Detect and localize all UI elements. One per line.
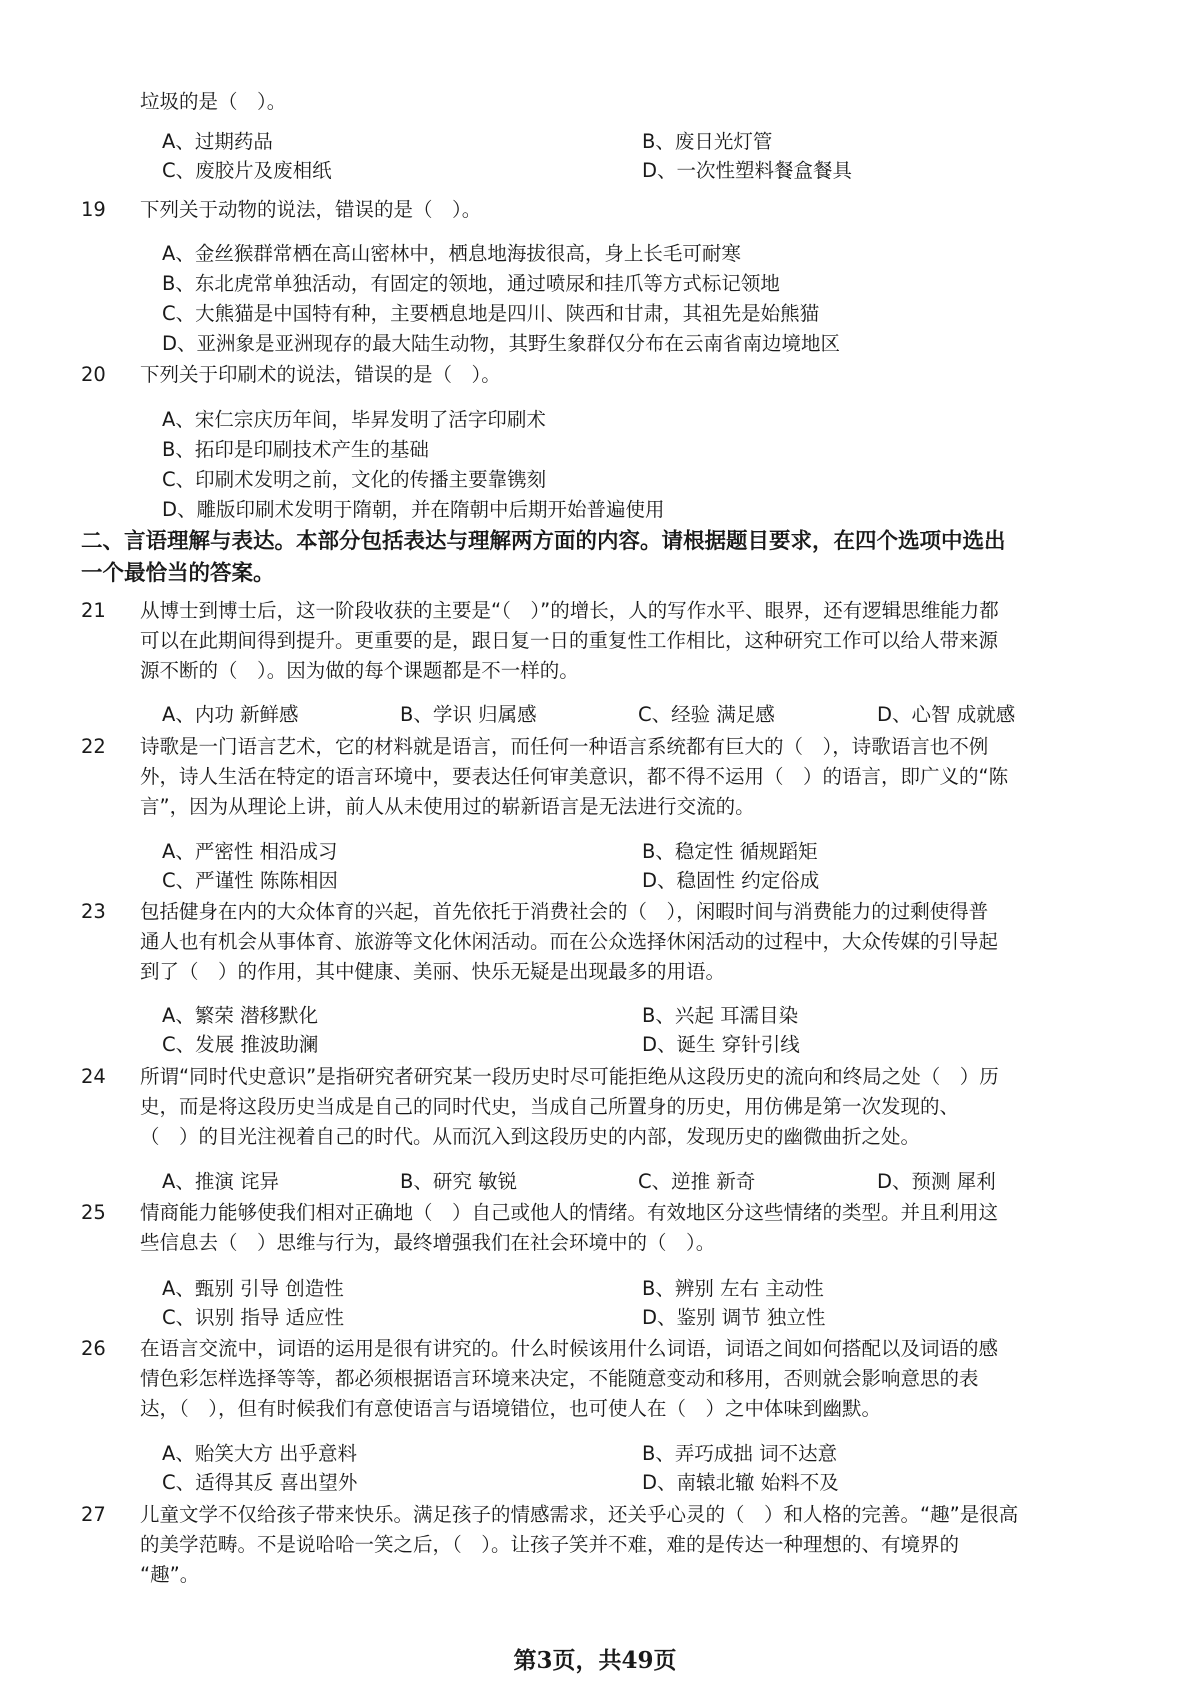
question-26-line-3: 达，（ ），但有时候我们有意使语言与语境错位，也可使人在（ ）之中体味到幽默。 bbox=[140, 1397, 882, 1420]
question-20-stem: 下列关于印刷术的说法，错误的是（ ）。 bbox=[140, 363, 501, 386]
question-23-option-c: C、发展 推波助澜 bbox=[162, 1033, 319, 1056]
question-23-line-2: 通人也有机会从事体育、旅游等文化休闲活动。而在公众选择休闲活动的过程中，大众传媒的引导起 bbox=[140, 930, 999, 953]
question-21-line-3: 源不断的（ ）。因为做的每个课题都是不一样的。 bbox=[140, 659, 579, 682]
question-21-number: 21 bbox=[81, 599, 106, 622]
question-22-option-a: A、严密性 相沿成习 bbox=[162, 840, 338, 863]
question-26-line-1: 在语言交流中，词语的运用是很有讲究的。什么时候该用什么词语，词语之间如何搭配以及词语的感 bbox=[140, 1337, 999, 1360]
question-20-option-b: B、拓印是印刷技术产生的基础 bbox=[162, 438, 429, 461]
question-22-number: 22 bbox=[81, 735, 106, 758]
question-26-option-b: B、弄巧成拙 词不达意 bbox=[642, 1442, 838, 1465]
question-19-option-b: B、东北虎常单独活动，有固定的领地，通过喷尿和挂爪等方式标记领地 bbox=[162, 272, 780, 295]
question-23-option-d: D、诞生 穿针引线 bbox=[642, 1033, 800, 1056]
question-19-option-c: C、大熊猫是中国特有种，主要栖息地是四川、陕西和甘肃，其祖先是始熊猫 bbox=[162, 302, 820, 325]
question-24-number: 24 bbox=[81, 1065, 106, 1088]
question-22-line-2: 外，诗人生活在特定的语言环境中，要表达任何审美意识，都不得不运用（ ）的语言，即广义的“陈 bbox=[140, 765, 1009, 788]
question-25-line-2: 些信息去（ ）思维与行为，最终增强我们在社会环境中的（ ）。 bbox=[140, 1231, 716, 1254]
question-22-line-3: 言”，因为从理论上讲，前人从未使用过的崭新语言是无法进行交流的。 bbox=[140, 795, 755, 818]
question-26-line-2: 情色彩怎样选择等等，都必须根据语言环境来决定，不能随意变动和移用，否则就会影响意思的表 bbox=[140, 1367, 979, 1390]
question-23-line-1: 包括健身在内的大众体育的兴起，首先依托于消费社会的（ ），闲暇时间与消费能力的过剩使得普 bbox=[140, 900, 989, 923]
question-25-line-1: 情商能力能够使我们相对正确地（ ）自己或他人的情绪。有效地区分这些情绪的类型。并且利用这 bbox=[140, 1201, 999, 1224]
question-18-option-c: C、废胶片及废相纸 bbox=[162, 159, 332, 182]
section-heading-line-2: 一个最恰当的答案。 bbox=[81, 561, 275, 586]
question-24-option-c: C、逆推 新奇 bbox=[638, 1170, 756, 1193]
question-20-option-c: C、印刷术发明之前，文化的传播主要靠镌刻 bbox=[162, 468, 547, 491]
question-22-option-c: C、严谨性 陈陈相因 bbox=[162, 869, 338, 892]
question-27-line-1: 儿童文学不仅给孩子带来快乐。满足孩子的情感需求，还关乎心灵的（ ）和人格的完善。“趣”是很高 bbox=[140, 1503, 1019, 1526]
question-18-stem-tail: 垃圾的是（ ）。 bbox=[140, 90, 287, 113]
question-23-option-a: A、繁荣 潜移默化 bbox=[162, 1004, 319, 1027]
question-24-option-d: D、预测 犀利 bbox=[877, 1170, 996, 1193]
question-23-option-b: B、兴起 耳濡目染 bbox=[642, 1004, 799, 1027]
question-27-line-2: 的美学范畴。不是说哈哈一笑之后，（ ）。让孩子笑并不难，难的是传达一种理想的、有境界的 bbox=[140, 1533, 960, 1556]
question-21-line-2: 可以在此期间得到提升。更重要的是，跟日复一日的重复性工作相比，这种研究工作可以给人带来源 bbox=[140, 629, 999, 652]
question-21-option-d: D、心智 成就感 bbox=[877, 703, 1016, 726]
question-22-option-d: D、稳固性 约定俗成 bbox=[642, 869, 820, 892]
question-24-line-3: （ ）的目光注视着自己的时代。从而沉入到这段历史的内部，发现历史的幽微曲折之处。 bbox=[140, 1125, 921, 1148]
question-22-option-b: B、稳定性 循规蹈矩 bbox=[642, 840, 818, 863]
question-21-option-a: A、内功 新鲜感 bbox=[162, 703, 299, 726]
question-19-option-a: A、金丝猴群常栖在高山密林中，栖息地海拔很高，身上长毛可耐寒 bbox=[162, 242, 741, 265]
question-21-option-b: B、学识 归属感 bbox=[400, 703, 537, 726]
question-25-option-a: A、甄别 引导 创造性 bbox=[162, 1277, 344, 1300]
page-number-footer: 第3页，共49页 bbox=[513, 1647, 677, 1674]
question-19-option-d: D、亚洲象是亚洲现存的最大陆生动物，其野生象群仅分布在云南省南边境地区 bbox=[162, 332, 841, 355]
section-heading-line-1: 二、言语理解与表达。本部分包括表达与理解两方面的内容。请根据题目要求，在四个选项中选出 bbox=[81, 529, 1006, 554]
question-23-line-3: 到了（ ）的作用，其中健康、美丽、快乐无疑是出现最多的用语。 bbox=[140, 960, 726, 983]
question-24-option-b: B、研究 敏锐 bbox=[400, 1170, 518, 1193]
question-23-number: 23 bbox=[81, 900, 106, 923]
question-24-option-a: A、推演 诧异 bbox=[162, 1170, 280, 1193]
question-18-option-a: A、过期药品 bbox=[162, 130, 273, 153]
question-18-option-b: B、废日光灯管 bbox=[642, 130, 773, 153]
question-24-line-1: 所谓“同时代史意识”是指研究者研究某一段历史时尽可能拒绝从这段历史的流向和终局之处（ ）历 bbox=[140, 1065, 999, 1088]
question-26-option-a: A、贻笑大方 出乎意料 bbox=[162, 1442, 358, 1465]
question-22-line-1: 诗歌是一门语言艺术，它的材料就是语言，而任何一种语言系统都有巨大的（ ），诗歌语言也不例 bbox=[140, 735, 989, 758]
question-21-option-c: C、经验 满足感 bbox=[638, 703, 775, 726]
question-27-line-3: “趣”。 bbox=[140, 1563, 200, 1586]
question-27-number: 27 bbox=[81, 1503, 106, 1526]
question-21-line-1: 从博士到博士后，这一阶段收获的主要是“（ ）”的增长，人的写作水平、眼界，还有逻辑思维能力都 bbox=[140, 599, 999, 622]
question-19-number: 19 bbox=[81, 198, 106, 221]
question-24-line-2: 史，而是将这段历史当成是自己的同时代史，当成自己所置身的历史，用仿佛是第一次发现的、 bbox=[140, 1095, 960, 1118]
question-25-option-d: D、鉴别 调节 独立性 bbox=[642, 1306, 826, 1329]
question-26-option-c: C、适得其反 喜出望外 bbox=[162, 1471, 358, 1494]
question-20-option-a: A、宋仁宗庆历年间，毕昇发明了活字印刷术 bbox=[162, 408, 546, 431]
question-25-number: 25 bbox=[81, 1201, 106, 1224]
question-25-option-b: B、辨别 左右 主动性 bbox=[642, 1277, 824, 1300]
question-26-option-d: D、南辕北辙 始料不及 bbox=[642, 1471, 839, 1494]
question-25-option-c: C、识别 指导 适应性 bbox=[162, 1306, 345, 1329]
question-20-option-d: D、雕版印刷术发明于隋朝，并在隋朝中后期开始普遍使用 bbox=[162, 498, 665, 521]
question-19-stem: 下列关于动物的说法，错误的是（ ）。 bbox=[140, 198, 482, 221]
question-20-number: 20 bbox=[81, 363, 106, 386]
question-26-number: 26 bbox=[81, 1337, 106, 1360]
question-18-option-d: D、一次性塑料餐盒餐具 bbox=[642, 159, 853, 182]
